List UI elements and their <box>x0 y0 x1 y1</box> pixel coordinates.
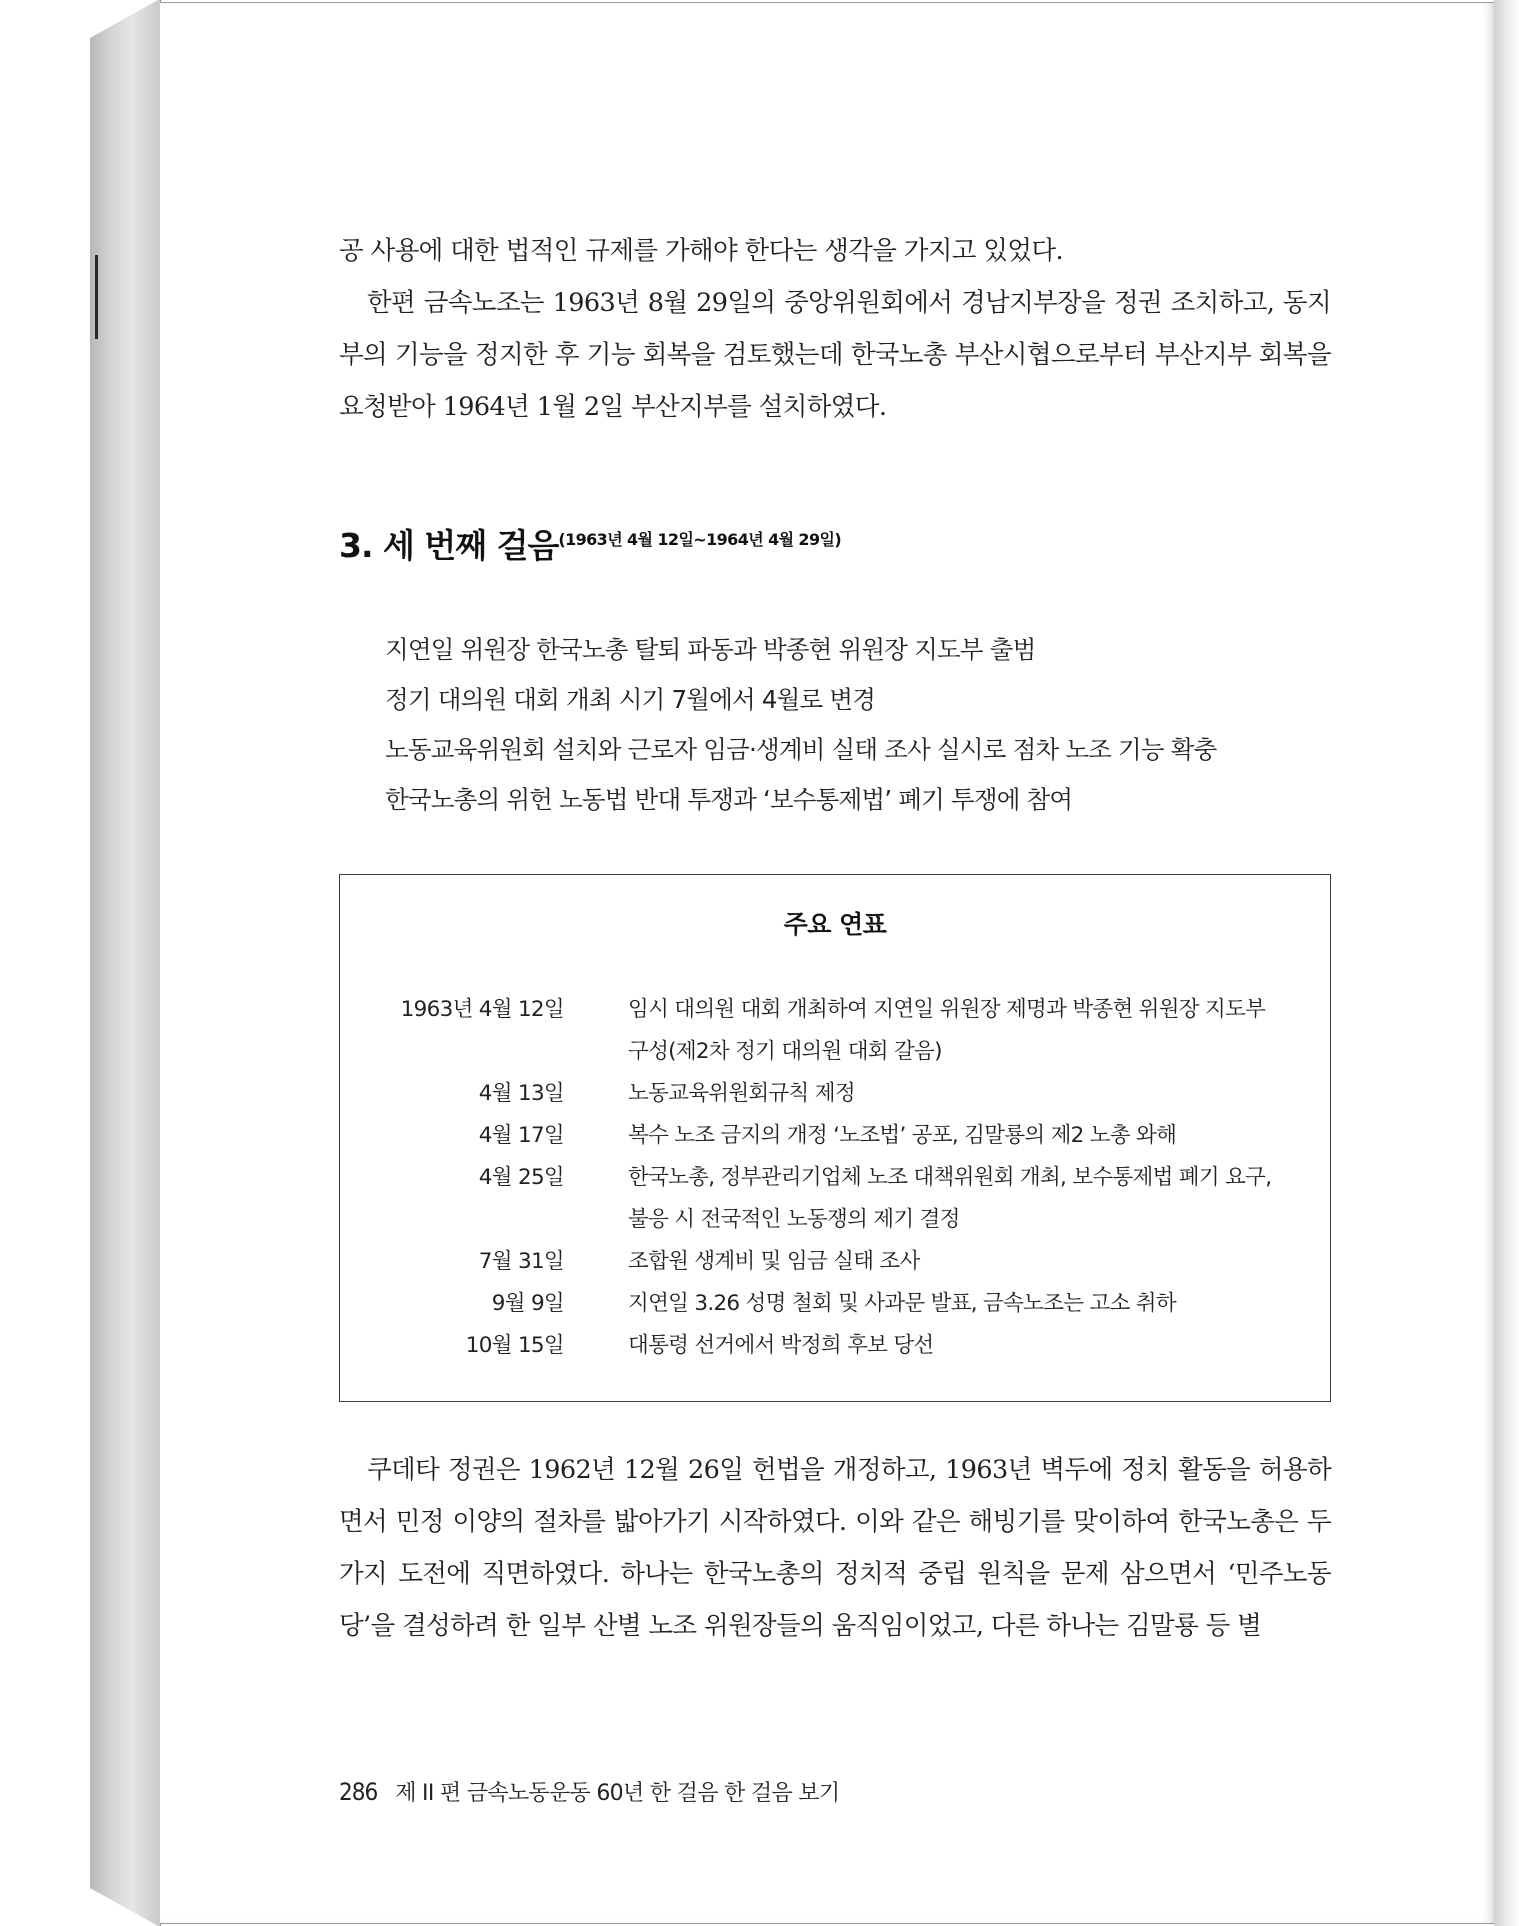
page-number: 286 <box>339 1778 378 1806</box>
chronology-row <box>340 1283 1330 1325</box>
chronology-list <box>340 989 1330 1367</box>
chronology-date: 4월 17일 <box>478 1123 564 1148</box>
chronology-event: 지연일 3.26 성명 철회 및 사과문 발표, 금속노조는 고소 취하 <box>628 1291 1176 1316</box>
summary-item: 지연일 위원장 한국노총 탈퇴 파동과 박종현 위원장 지도부 출범 <box>385 635 1036 664</box>
chronology-event: 대통령 선거에서 박정희 후보 당선 <box>628 1333 934 1358</box>
chronology-date: 4월 13일 <box>478 1081 564 1106</box>
body-paragraph-2: 한편 금속노조는 1963년 8월 29일의 중앙위원회에서 경남지부장을 정권 조치하고, 동지부의 기능을 정지한 후 기능 회복을 검토했는데 한국노총 부산시협으로부터 부산지부 회복을 요청받아 1964년 1월 2일 부산지부를 설치하였다. <box>339 288 1331 422</box>
summary-item: 노동교육위원회 설치와 근로자 임금·생계비 실태 조사 실시로 점차 노조 기능 확충 <box>385 735 1217 764</box>
chronology-row <box>340 989 1330 1073</box>
chronology-event: 복수 노조 금지의 개정 ‘노조법’ 공포, 김말룡의 제2 노총 와해 <box>628 1123 1177 1148</box>
section-period: (1963년 4월 12일~1964년 4월 29일) <box>558 530 842 549</box>
chronology-event: 한국노총, 정부관리기업체 노조 대책위원회 개최, 보수통제법 폐기 요구, 불응 시 전국적인 노동쟁의 제기 결정 <box>628 1165 1272 1232</box>
chronology-event: 임시 대의원 대회 개최하여 지연일 위원장 제명과 박종현 위원장 지도부 구성(제2차 정기 대의원 대회 갈음) <box>628 997 1266 1064</box>
section-summary-list <box>385 625 1216 825</box>
summary-item: 정기 대의원 대회 개최 시기 7월에서 4월로 변경 <box>385 685 876 714</box>
body-paragraph-3: 쿠데타 정권은 1962년 12월 26일 헌법을 개정하고, 1963년 벽두에 정치 활동을 허용하면서 민정 이양의 절차를 밟아가기 시작하였다. 이와 같은 해빙기를 맞이하여 한국노총은 두 가지 도전에 직면하였다. 하나는 한국노총의 정치적 중립 원칙을 문제 삼으면서 ‘민주노동당’을 결성하려 한 일부 산별 노조 위원장들의 움직임이었고, 다른 하나는 김말룡 등 별 <box>339 1455 1331 1641</box>
edge-bookmark-mark <box>95 255 98 339</box>
chronology-row <box>340 1325 1330 1367</box>
chronology-row <box>340 1241 1330 1283</box>
running-title: 제 II 편 금속노동운동 60년 한 걸음 한 걸음 보기 <box>395 1781 840 1806</box>
page-right-shadow <box>1494 0 1519 1926</box>
section-title <box>339 520 841 567</box>
chronology-box <box>339 874 1331 1402</box>
chronology-event: 노동교육위원회규칙 제정 <box>628 1081 855 1106</box>
chronology-date: 10월 15일 <box>465 1333 564 1358</box>
chronology-date: 7월 31일 <box>478 1249 564 1274</box>
chronology-title: 주요 연표 <box>783 910 887 939</box>
chronology-row <box>340 1073 1330 1115</box>
book-page-edge <box>90 0 161 1926</box>
body-paragraph-1: 공 사용에 대한 법적인 규제를 가해야 한다는 생각을 가지고 있었다. <box>339 236 1063 266</box>
chronology-date: 9월 9일 <box>491 1291 564 1316</box>
chronology-event: 조합원 생계비 및 임금 실태 조사 <box>628 1249 920 1274</box>
section-title-text: 3. 세 번째 걸음 <box>339 526 559 565</box>
chronology-row <box>340 1157 1330 1241</box>
summary-item: 한국노총의 위헌 노동법 반대 투쟁과 ‘보수통제법’ 폐기 투쟁에 참여 <box>385 785 1073 814</box>
page-footer <box>339 1776 839 1807</box>
chronology-date: 1963년 4월 12일 <box>400 997 564 1022</box>
chronology-date: 4월 25일 <box>478 1165 564 1190</box>
chronology-row <box>340 1115 1330 1157</box>
